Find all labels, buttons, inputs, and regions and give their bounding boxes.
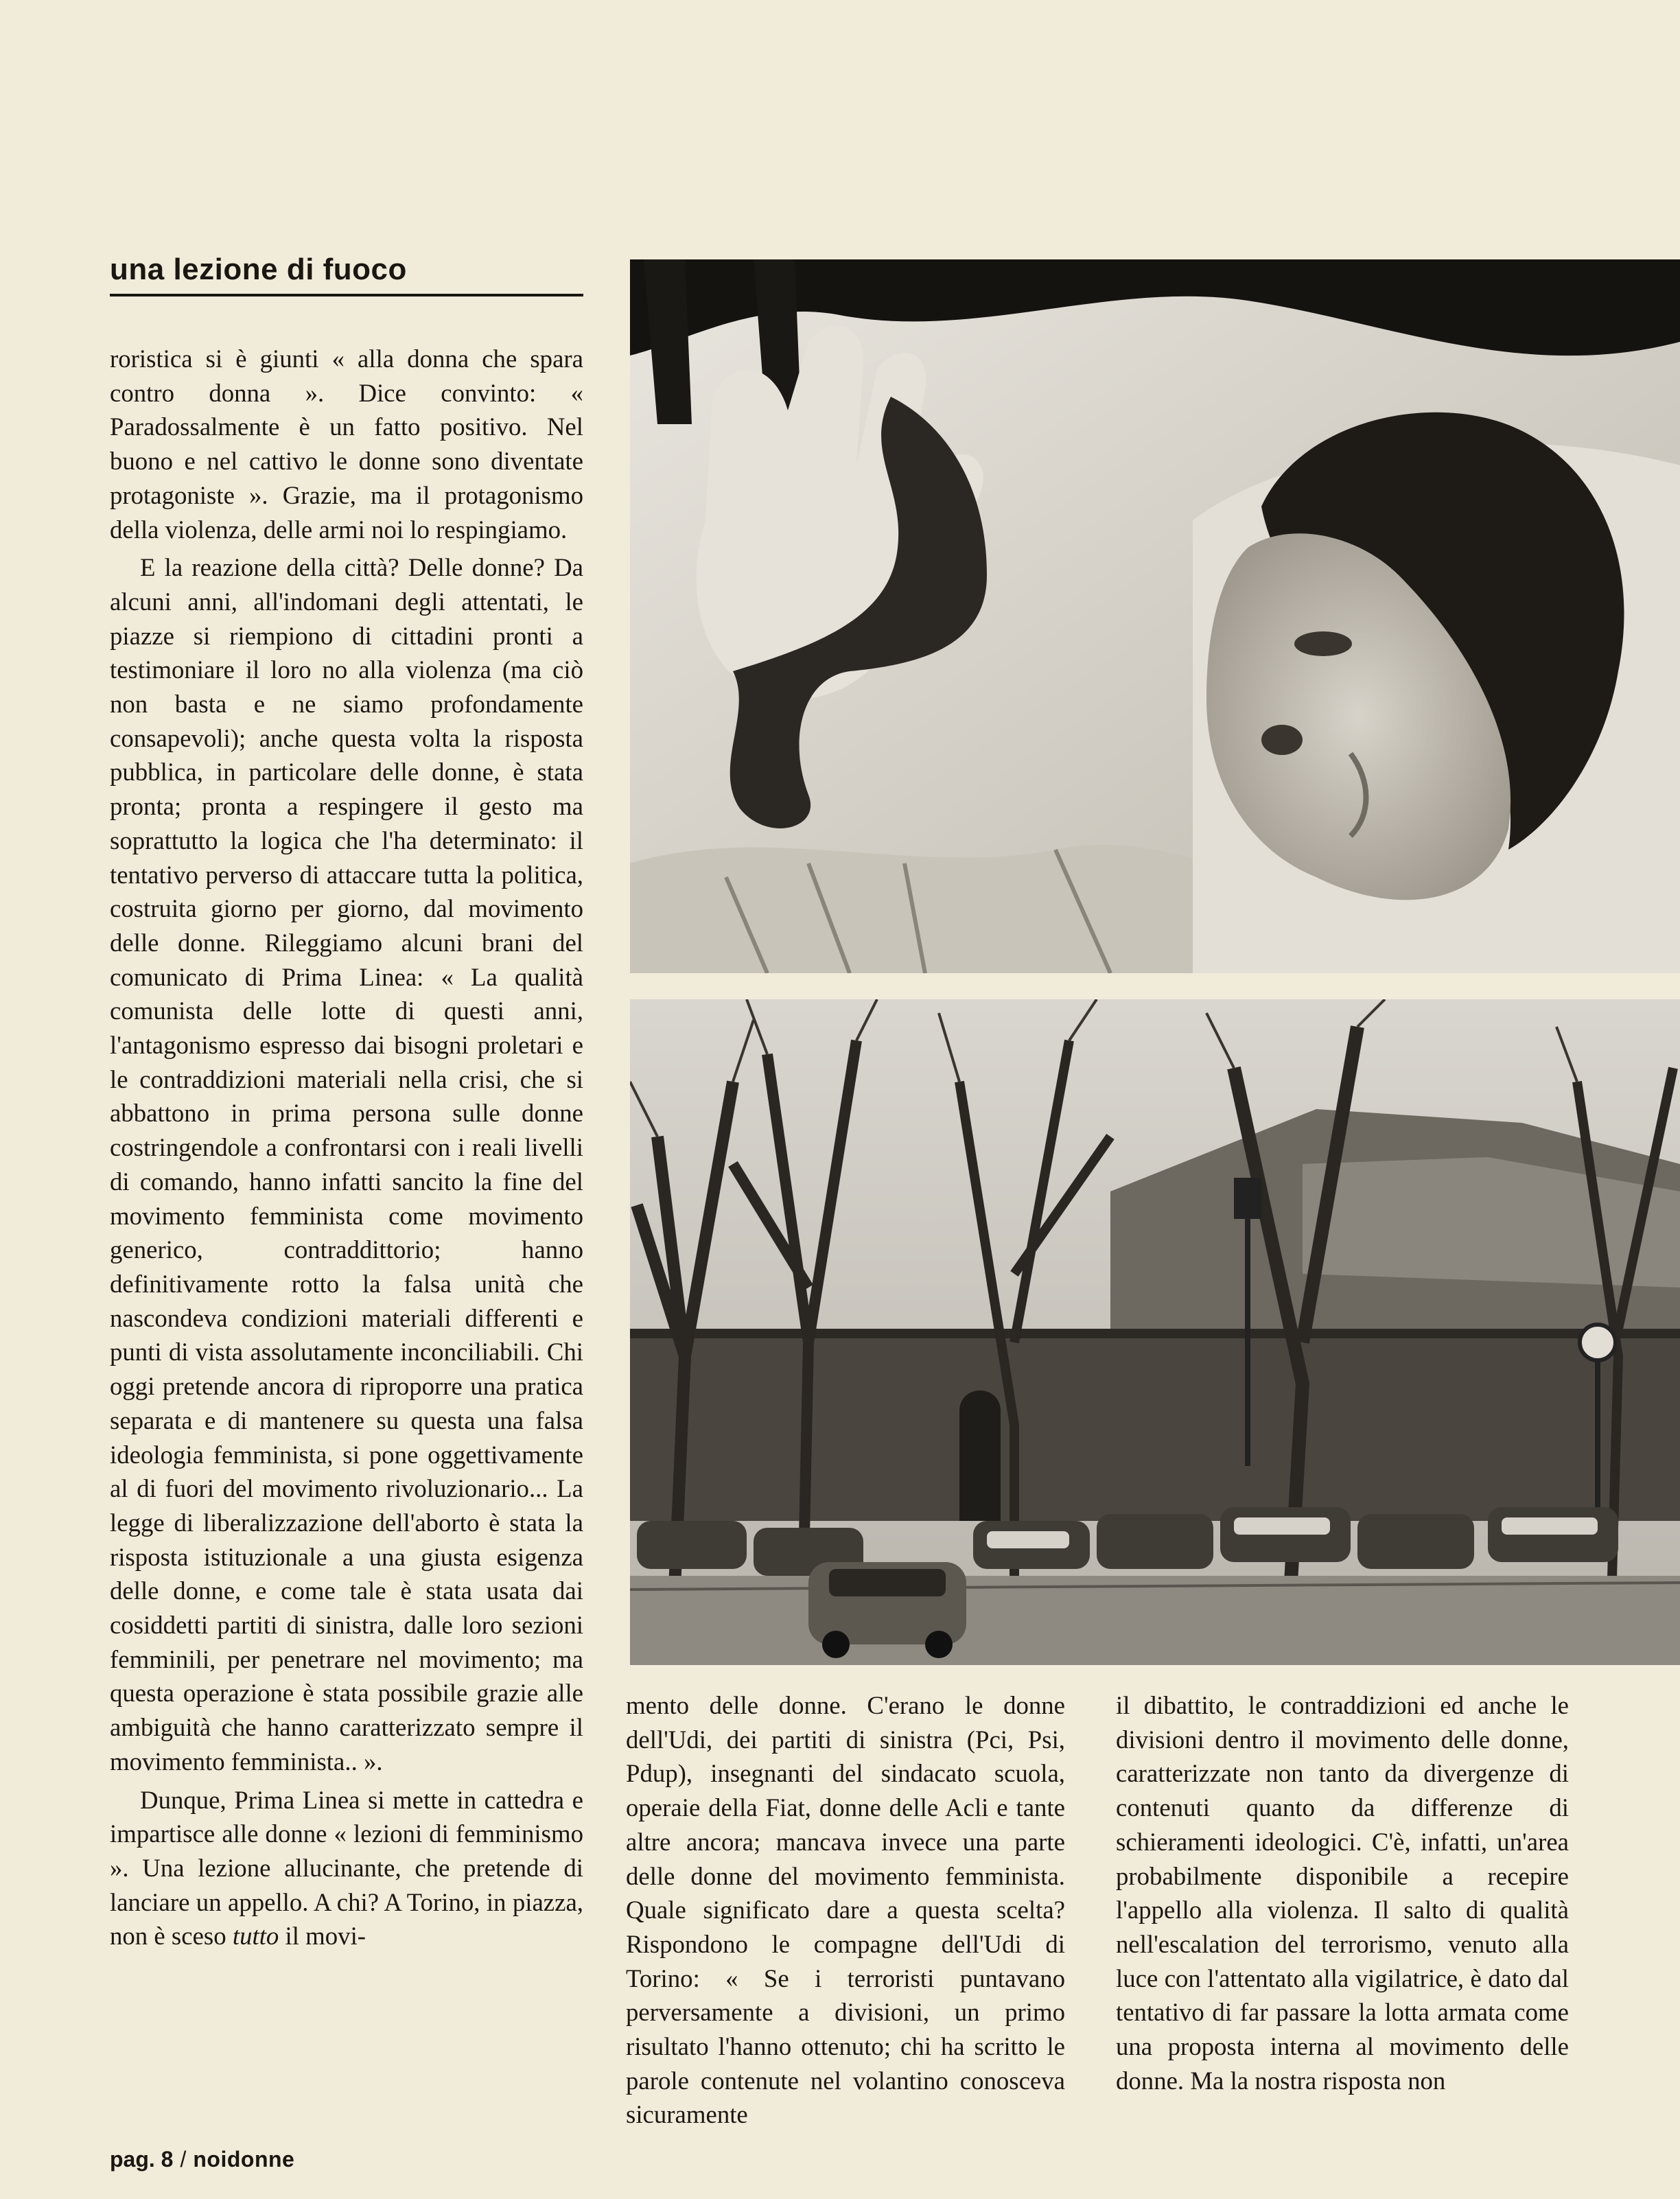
paragraph (110, 1783, 583, 1954)
paragraph-tail: il movi- (285, 1922, 366, 1951)
page-footer (110, 2147, 294, 2172)
paragraph: mento delle donne. C'erano le donne dell'Udi, dei partiti di sinistra (Pci, Psi, Pdup), insegnanti del sindacato scuola, operaie della Fiat, donne delle Acli e tante altre ancora; mancava invece una parte delle donne del movimento femminista. Quale significato dare a questa scelta? Rispondono le compagne dell'Udi di Torino: « Se i terroristi puntavano perversamente a divisioni, un primo risultato l'hanno ottenuto; chi ha scritto le parole contenute nel volantino conosceva sicuramente (626, 1691, 1065, 2129)
page-number: pag. 8 (110, 2147, 174, 2172)
article-column-3 (1116, 1688, 1569, 2097)
article-column-1 (110, 342, 583, 1953)
article-column-2 (626, 1688, 1065, 2132)
section-title: una lezione di fuoco (110, 253, 583, 296)
paragraph: E la reazione della città? Delle donne? Da alcuni anni, all'indomani degli attentati, le piazze si riempiono di cittadini pronti a testimoniare il loro no alla violenza (ma ciò non basta e ne siamo profondamente consapevoli); anche questa volta la risposta pubblica, in particolare delle donne, è stata pronta; pronta a respingere il gesto ma soprattutto la logica che l'ha determinato: il tentativo perverso di attaccare tutta la politica, costruita giorno per giorno, dal movimento delle donne. Rileggiamo alcuni brani del comunicato di Prima Linea: « La qualità comunista delle lotte di questi anni, l'antagonismo espresso dai bisogni proletari e le contraddizioni materiali nella crisi, che si abbattono in prima persona sulle donne costringendole a confrontarsi con i reali livelli di comando, hanno infatti sancito la fine del movimento femminista come movimento generico, contraddittorio; hanno definitivamente rotto la falsa unità che nascondeva condizioni materiali differenti e punti di vista assolutamente inconciliabili. Chi oggi pretende ancora di riproporre una pratica separata e di mantenere su questa una falsa ideologia femminista, si pone oggettivamente al di fuori del movimento rivoluzionario... La legge di liberalizzazione dell'aborto è stata la risposta istituzionale a una giusta esigenza delle donne, e come tale è stata usata dai cosiddetti partiti di sinistra, dalle loro sezioni femminili, per penetrare nel movimento; ma questa operazione è stata possibile grazie alle ambiguità che hanno caratterizzato sempre il movimento femminista.. ». (110, 553, 583, 1776)
paragraph: il dibattito, le contraddizioni ed anche le divisioni dentro il movimento delle donne, caratterizzate non tanto da divergenze di contenuti quanto da differenze di schieramenti ideologici. C'è, infatti, un'area probabilmente disponibile a recepire l'appello alla violenza. Il salto di qualità nell'escalation del terrorismo, venuto alla luce con l'attentato alla vigilatrice, è dato dal tentativo di far passare la lotta armata come una proposta interna al movimento delle donne. Ma la nostra risposta non (1116, 1691, 1569, 2095)
paragraph-text: Dunque, Prima Linea si mette in cattedra e impartisce alle donne « lezioni di femminismo ». Una lezione allucinante, che pretende di lanciare un appello. A chi? A Torino, in piazza, non è sceso (110, 1785, 583, 1951)
magazine-name: noidonne (193, 2147, 295, 2172)
footer-separator: / (180, 2147, 187, 2172)
emphasis-text: tutto (232, 1922, 279, 1951)
photo-woman-in-hospital-bed (630, 259, 1680, 973)
paragraph: roristica si è giunti « alla donna che spara contro donna ». Dice convinto: « Paradossalmente è un fatto positivo. Nel buono e nel cattivo le donne sono diventate protagoniste ». Grazie, ma il protagonismo della violenza, delle armi noi lo respingiamo. (110, 345, 583, 544)
photo-street-with-prison-wall (630, 999, 1680, 1665)
